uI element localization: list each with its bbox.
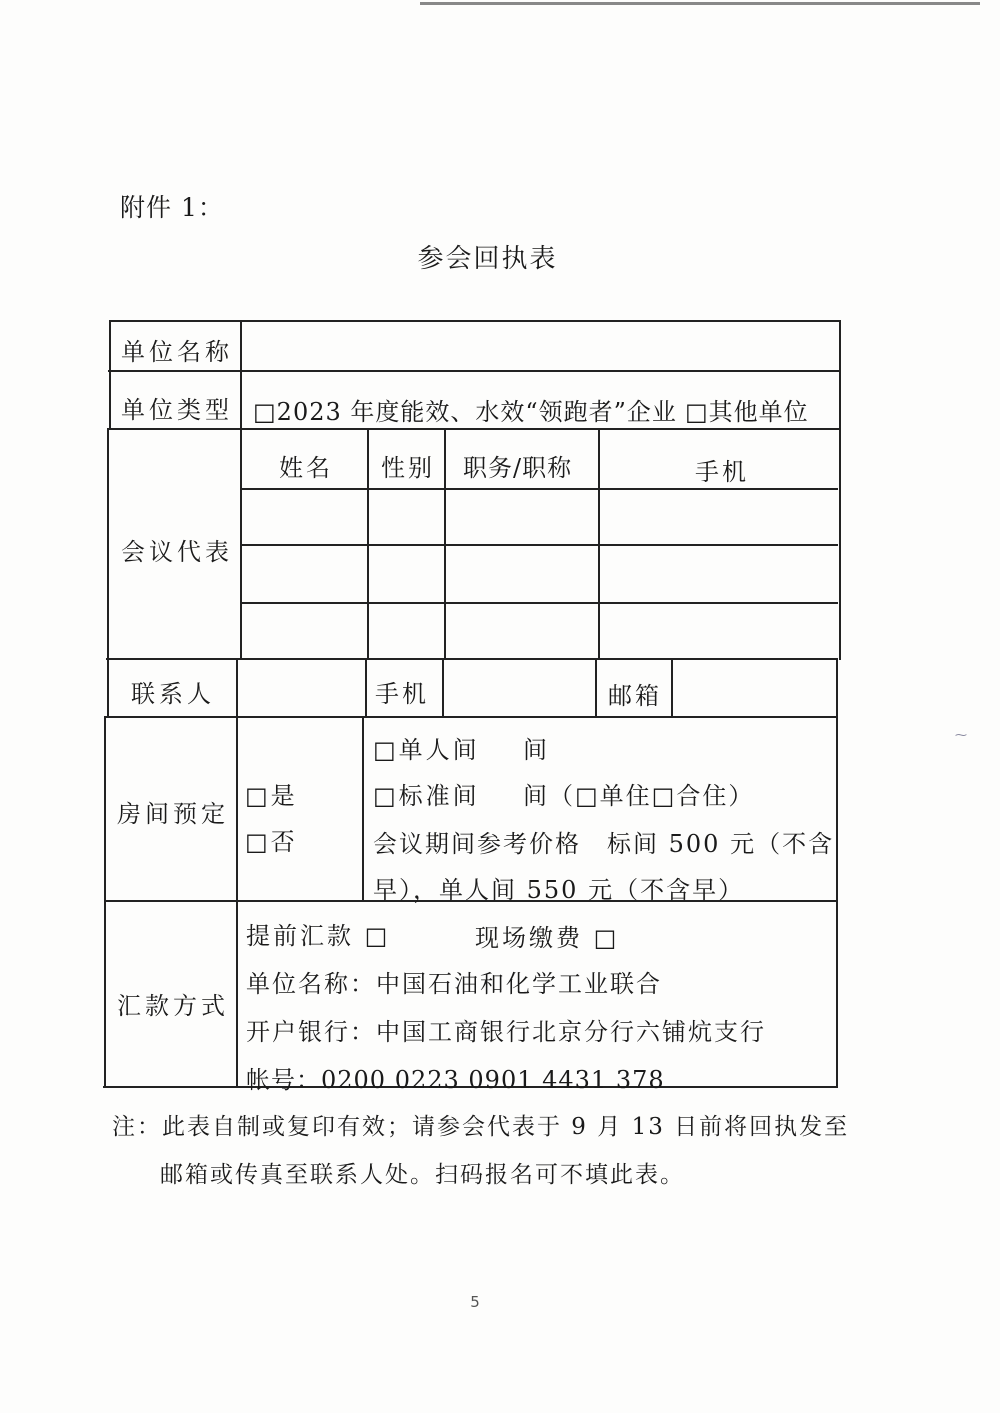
page-title: 参会回执表 xyxy=(417,244,558,274)
payment-account-number: 帐号：0200 0223 0901 4431 378 xyxy=(246,1066,665,1094)
room-yes-checkbox[interactable]: □是 xyxy=(245,782,298,810)
page-number: 5 xyxy=(470,1293,480,1311)
note-line-2: 邮箱或传真至联系人处。扫码报名可不填此表。 xyxy=(160,1162,685,1188)
attachment-label: 附件 1： xyxy=(120,193,224,222)
delegates-header-mobile: 手机 xyxy=(695,458,749,486)
scan-edge-line xyxy=(420,2,980,5)
room-single-unit: 间 xyxy=(523,736,550,764)
payment-advance-checkbox[interactable]: 提前汇款 □ xyxy=(246,922,391,950)
unit-name-label: 单位名称 xyxy=(121,338,233,366)
payment-account-name: 单位名称：中国石油和化学工业联合 xyxy=(246,970,662,998)
delegates-header-name: 姓名 xyxy=(279,454,333,482)
room-single-checkbox[interactable]: □单人间 xyxy=(373,736,480,764)
unit-type-option-other[interactable]: □其他单位 xyxy=(685,398,809,426)
registration-form-table xyxy=(103,320,841,1094)
room-no-checkbox[interactable]: □否 xyxy=(245,828,298,856)
payment-label: 汇款方式 xyxy=(117,992,229,1020)
room-booking-label: 房间预定 xyxy=(117,800,229,828)
unit-type-label: 单位类型 xyxy=(121,396,233,424)
room-price-line1: 会议期间参考价格 标间 500 元（不含 xyxy=(373,830,835,858)
note-line-1: 注：此表自制或复印有效；请参会代表于 9 月 13 日前将回执发至 xyxy=(112,1114,850,1140)
room-standard-unit[interactable]: 间（□单住□合住） xyxy=(523,782,755,810)
delegates-header-gender: 性别 xyxy=(381,454,435,482)
contact-label: 联系人 xyxy=(131,680,215,708)
contact-phone-label: 手机 xyxy=(375,680,429,708)
payment-bank: 开户银行：中国工商银行北京分行六铺炕支行 xyxy=(246,1018,766,1046)
scan-mark: ⁓ xyxy=(955,728,967,742)
delegates-header-title: 职务/职称 xyxy=(463,454,573,482)
delegates-label: 会议代表 xyxy=(121,538,233,566)
unit-type-option-leader[interactable]: □2023 年度能效、水效“领跑者”企业 xyxy=(253,398,677,426)
room-standard-checkbox[interactable]: □标准间 xyxy=(373,782,480,810)
payment-onsite-checkbox[interactable]: 现场缴费 □ xyxy=(475,924,620,952)
room-price-line2: 早），单人间 550 元（不含早） xyxy=(373,876,745,904)
contact-email-label: 邮箱 xyxy=(608,682,662,710)
